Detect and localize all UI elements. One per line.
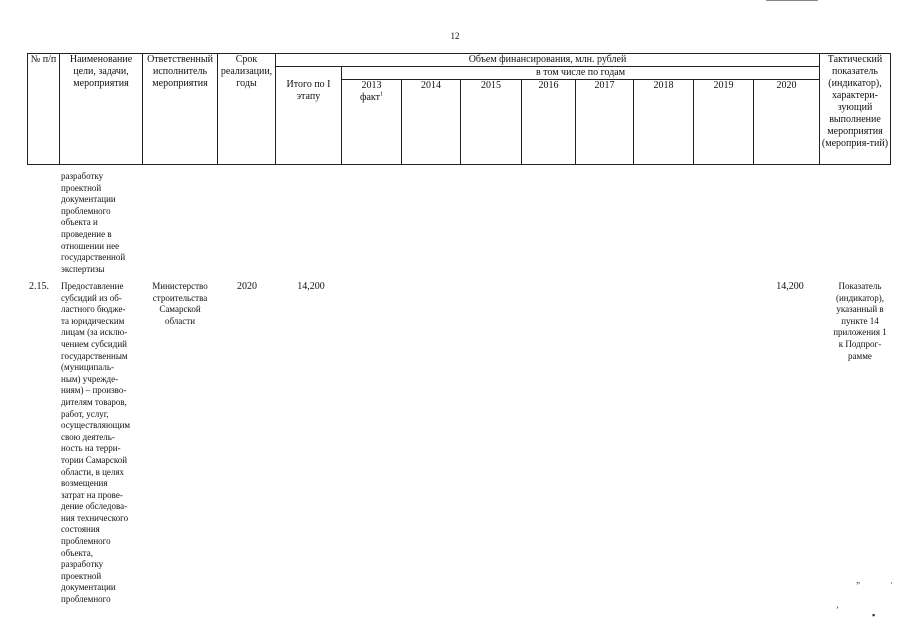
name-line: дителям товаров, <box>61 396 127 407</box>
row-total: 14,200 <box>297 281 325 292</box>
table-header <box>27 53 891 165</box>
name-line: документации <box>61 582 116 593</box>
header-year-2014: 2014 <box>402 80 461 165</box>
name-line: дение обследова- <box>61 501 128 512</box>
header-total: Итого по I этапу <box>276 67 342 165</box>
continuation-line: проектной <box>61 182 102 193</box>
header-num: № п/п <box>28 54 60 165</box>
executor-line: строительства <box>152 292 208 303</box>
header-financing: Объем финансирования, млн. рублей <box>276 54 820 67</box>
continuation-line: проблемного <box>61 205 111 216</box>
header-year-2019: 2019 <box>694 80 754 165</box>
scan-speck: ▪ <box>872 610 876 620</box>
continuation-line: объекта и <box>61 217 98 228</box>
continuation-line: экспертизы <box>61 263 105 274</box>
name-line: ниям) – произво- <box>61 385 127 396</box>
scan-speck: „ <box>856 575 860 585</box>
row-number: 2.15. <box>29 281 49 292</box>
name-line: субсидий из об- <box>61 292 122 303</box>
header-name: Наименование цели, задачи, мероприятия <box>60 54 143 165</box>
continuation-line: проведение в <box>61 228 112 239</box>
name-line: осуществляющим <box>61 420 131 431</box>
name-line: государственным <box>61 350 128 361</box>
scan-speck: · <box>890 578 893 588</box>
indicator-line: рамме <box>848 350 872 361</box>
indicator-line: указанный в <box>836 304 884 315</box>
top-edge-mark <box>766 0 818 1</box>
header-year-2016: 2016 <box>522 80 576 165</box>
indicator-line: Показатель <box>838 281 882 291</box>
year-2013-note: факт <box>359 92 380 103</box>
name-line: объекта, <box>61 547 94 558</box>
name-line: области, в целях <box>61 466 125 477</box>
row-value-2020: 14,200 <box>776 281 804 292</box>
name-line: ния технического <box>61 512 129 523</box>
executor-line: Министерство <box>152 281 208 291</box>
name-line: Предоставление <box>61 281 124 291</box>
name-line: ным) учрежде- <box>61 373 119 384</box>
name-line: ластного бюдже- <box>61 304 126 315</box>
name-line: тории Самарской <box>61 454 128 465</box>
continuation-line: документации <box>61 194 116 205</box>
name-line: (муниципаль- <box>61 362 114 373</box>
continuation-text <box>61 171 143 275</box>
name-line: лицам (за исклю- <box>61 327 128 338</box>
header-year-2020: 2020 <box>754 80 820 165</box>
name-line: свою деятель- <box>61 431 115 442</box>
indicator-line: к Подпрог- <box>838 338 882 349</box>
name-line: состояния <box>61 524 100 535</box>
year-2013-label: 2013 <box>361 80 382 91</box>
row-executor <box>145 281 215 327</box>
continuation-line: разработку <box>61 171 104 181</box>
indicator-line: (индикатор), <box>835 292 885 303</box>
header-executor: Ответственный исполнитель мероприятия <box>143 54 218 165</box>
row-term: 2020 <box>237 281 257 292</box>
continuation-line: отношении нее <box>61 240 120 251</box>
header-indicator: Тактический показатель (индикатор), характери-зующий выполнение мероприятия (мероприя-тий) <box>820 54 891 165</box>
name-line: работ, услуг, <box>61 408 109 419</box>
indicator-line: приложения 1 <box>833 327 887 338</box>
executor-line: Самарской <box>159 304 201 315</box>
row-indicator <box>826 281 894 362</box>
header-year-2015: 2015 <box>461 80 522 165</box>
name-line: проблемного <box>61 594 111 605</box>
name-line: проблемного <box>61 536 111 547</box>
name-line: возмещения <box>61 478 108 489</box>
page-number: 12 <box>450 31 460 41</box>
row-measure-name <box>61 281 140 606</box>
continuation-line: государственной <box>61 252 126 263</box>
executor-line: области <box>164 315 196 326</box>
name-line: разработку <box>61 559 104 570</box>
header-year-2018: 2018 <box>634 80 694 165</box>
scan-speck: ’ <box>836 605 839 615</box>
name-line: та юридическим <box>61 315 125 326</box>
year-2013-footnote: 1 <box>380 91 383 98</box>
header-term: Срок реализации, годы <box>218 54 276 165</box>
name-line: затрат на прове- <box>61 489 123 500</box>
name-line: ность на терри- <box>61 443 121 454</box>
name-line: чением субсидий <box>61 338 127 349</box>
header-year-2017: 2017 <box>576 80 634 165</box>
header-by-years: в том числе по годам <box>342 67 820 80</box>
header-year-2013 <box>342 80 402 165</box>
name-line: проектной <box>61 570 102 581</box>
indicator-line: пункте 14 <box>841 315 879 326</box>
